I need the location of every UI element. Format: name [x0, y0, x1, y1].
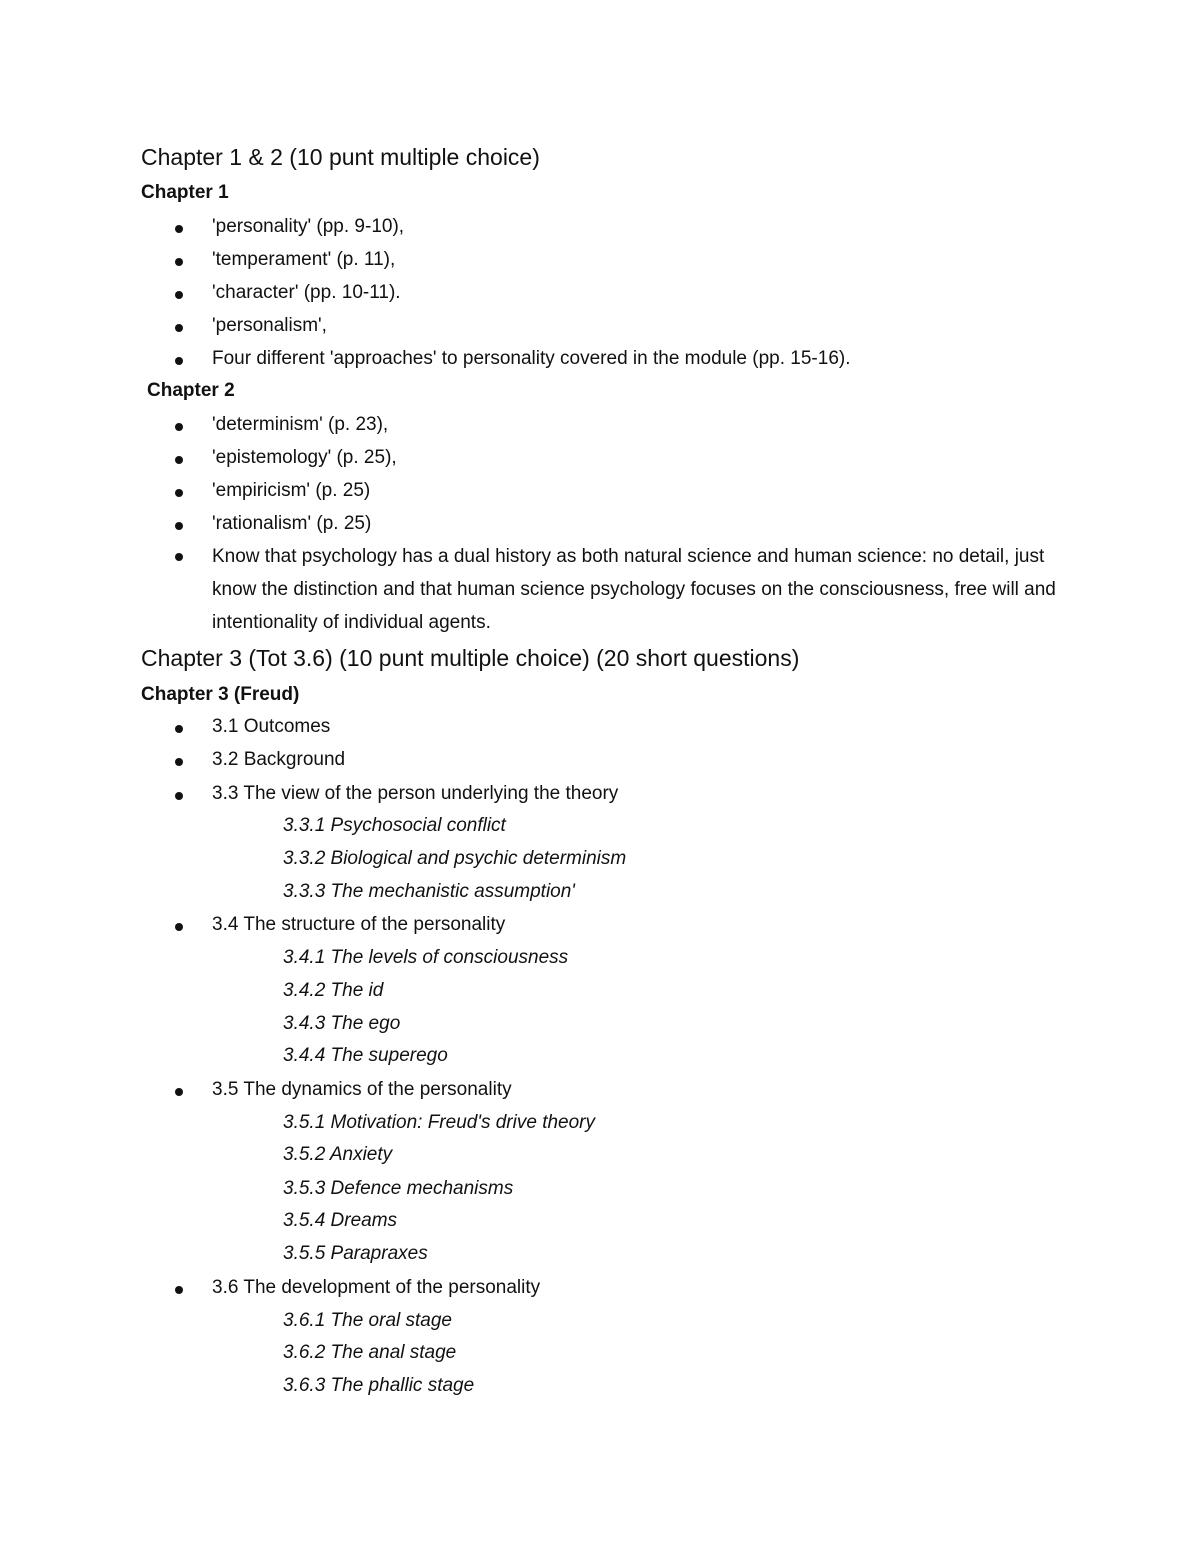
- subsection-item: 3.6.3 The phallic stage: [283, 1375, 475, 1396]
- list-item-text: 'personalism',: [212, 315, 327, 336]
- list-item-text: 'temperament' (p. 11),: [212, 249, 396, 270]
- list-item-text: 3.3 The view of the person underlying the theory: [212, 783, 619, 804]
- list-item-text: 3.1 Outcomes: [212, 716, 331, 737]
- subsection-item: 3.5.3 Defence mechanisms: [283, 1178, 514, 1199]
- list-item-text: Know that psychology has a dual history as both natural science and human science: no detail, just know the distinction and that human science psychology focuses on the consciousness, free will and intentionality of individual agents.: [212, 546, 1056, 633]
- subsection-item: 3.4.1 The levels of consciousness: [283, 947, 569, 968]
- list-item: [212, 480, 370, 502]
- bullet-icon: [175, 258, 183, 266]
- subsection-item: 3.3.3 The mechanistic assumption': [283, 881, 575, 902]
- list-item-text: 'personality' (pp. 9-10),: [212, 216, 405, 237]
- chapter-title: Chapter 2: [147, 380, 235, 401]
- list-item: [212, 716, 330, 738]
- list-item: [212, 540, 1062, 639]
- subsection-item: 3.6.2 The anal stage: [283, 1342, 457, 1363]
- bullet-icon: [175, 456, 183, 464]
- list-item-text: 'rationalism' (p. 25): [212, 513, 372, 534]
- subsection-item: 3.5.2 Anxiety: [283, 1144, 393, 1165]
- bullet-icon: [175, 923, 183, 931]
- list-item: [212, 249, 395, 271]
- bullet-icon: [175, 522, 183, 530]
- bullet-icon: [175, 758, 183, 766]
- subsection-item: 3.3.1 Psychosocial conflict: [283, 815, 506, 836]
- bullet-icon: [175, 291, 183, 299]
- bullet-icon: [175, 324, 183, 332]
- bullet-icon: [175, 357, 183, 365]
- list-item-text: 3.6 The development of the personality: [212, 1277, 541, 1298]
- list-item-text: Four different 'approaches' to personality covered in the module (pp. 15-16).: [212, 348, 851, 369]
- bullet-icon: [175, 725, 183, 733]
- list-item: [212, 282, 401, 304]
- chapter-title: Chapter 3 (Freud): [141, 684, 300, 705]
- subsection-item: 3.5.1 Motivation: Freud's drive theory: [283, 1112, 595, 1133]
- list-item: [212, 414, 388, 436]
- list-item-text: 'epistemology' (p. 25),: [212, 447, 397, 468]
- list-item-text: 3.4 The structure of the personality: [212, 914, 506, 935]
- subsection-item: 3.4.2 The id: [283, 980, 384, 1001]
- bullet-icon: [175, 1286, 183, 1294]
- list-item: [212, 348, 851, 370]
- list-item-text: 'character' (pp. 10-11).: [212, 282, 401, 303]
- bullet-icon: [175, 792, 183, 800]
- bullet-icon: [175, 553, 183, 561]
- list-item-text: 3.2 Background: [212, 749, 346, 770]
- bullet-icon: [175, 423, 183, 431]
- list-item: [212, 1277, 540, 1299]
- list-item: [212, 914, 505, 936]
- subsection-item: 3.3.2 Biological and psychic determinism: [283, 848, 627, 869]
- list-item-text: 3.5 The dynamics of the personality: [212, 1079, 512, 1100]
- list-item: [212, 783, 618, 805]
- subsection-item: 3.5.5 Parapraxes: [283, 1243, 428, 1264]
- list-item: [212, 513, 371, 535]
- list-item: [212, 749, 345, 771]
- list-item: [212, 447, 397, 469]
- list-item: [212, 315, 327, 337]
- list-item: [212, 1079, 512, 1101]
- chapter-title: Chapter 1: [141, 182, 229, 203]
- section-heading: Chapter 3 (Tot 3.6) (10 punt multiple choice) (20 short questions): [141, 645, 800, 671]
- section-heading: Chapter 1 & 2 (10 punt multiple choice): [141, 144, 540, 170]
- subsection-item: 3.4.3 The ego: [283, 1013, 401, 1034]
- subsection-item: 3.5.4 Dreams: [283, 1210, 398, 1231]
- subsection-item: 3.6.1 The oral stage: [283, 1310, 452, 1331]
- bullet-icon: [175, 1088, 183, 1096]
- bullet-icon: [175, 489, 183, 497]
- list-item-text: 'empiricism' (p. 25): [212, 480, 371, 501]
- list-item-text: 'determinism' (p. 23),: [212, 414, 389, 435]
- bullet-icon: [175, 225, 183, 233]
- subsection-item: 3.4.4 The superego: [283, 1045, 448, 1066]
- list-item: [212, 216, 404, 238]
